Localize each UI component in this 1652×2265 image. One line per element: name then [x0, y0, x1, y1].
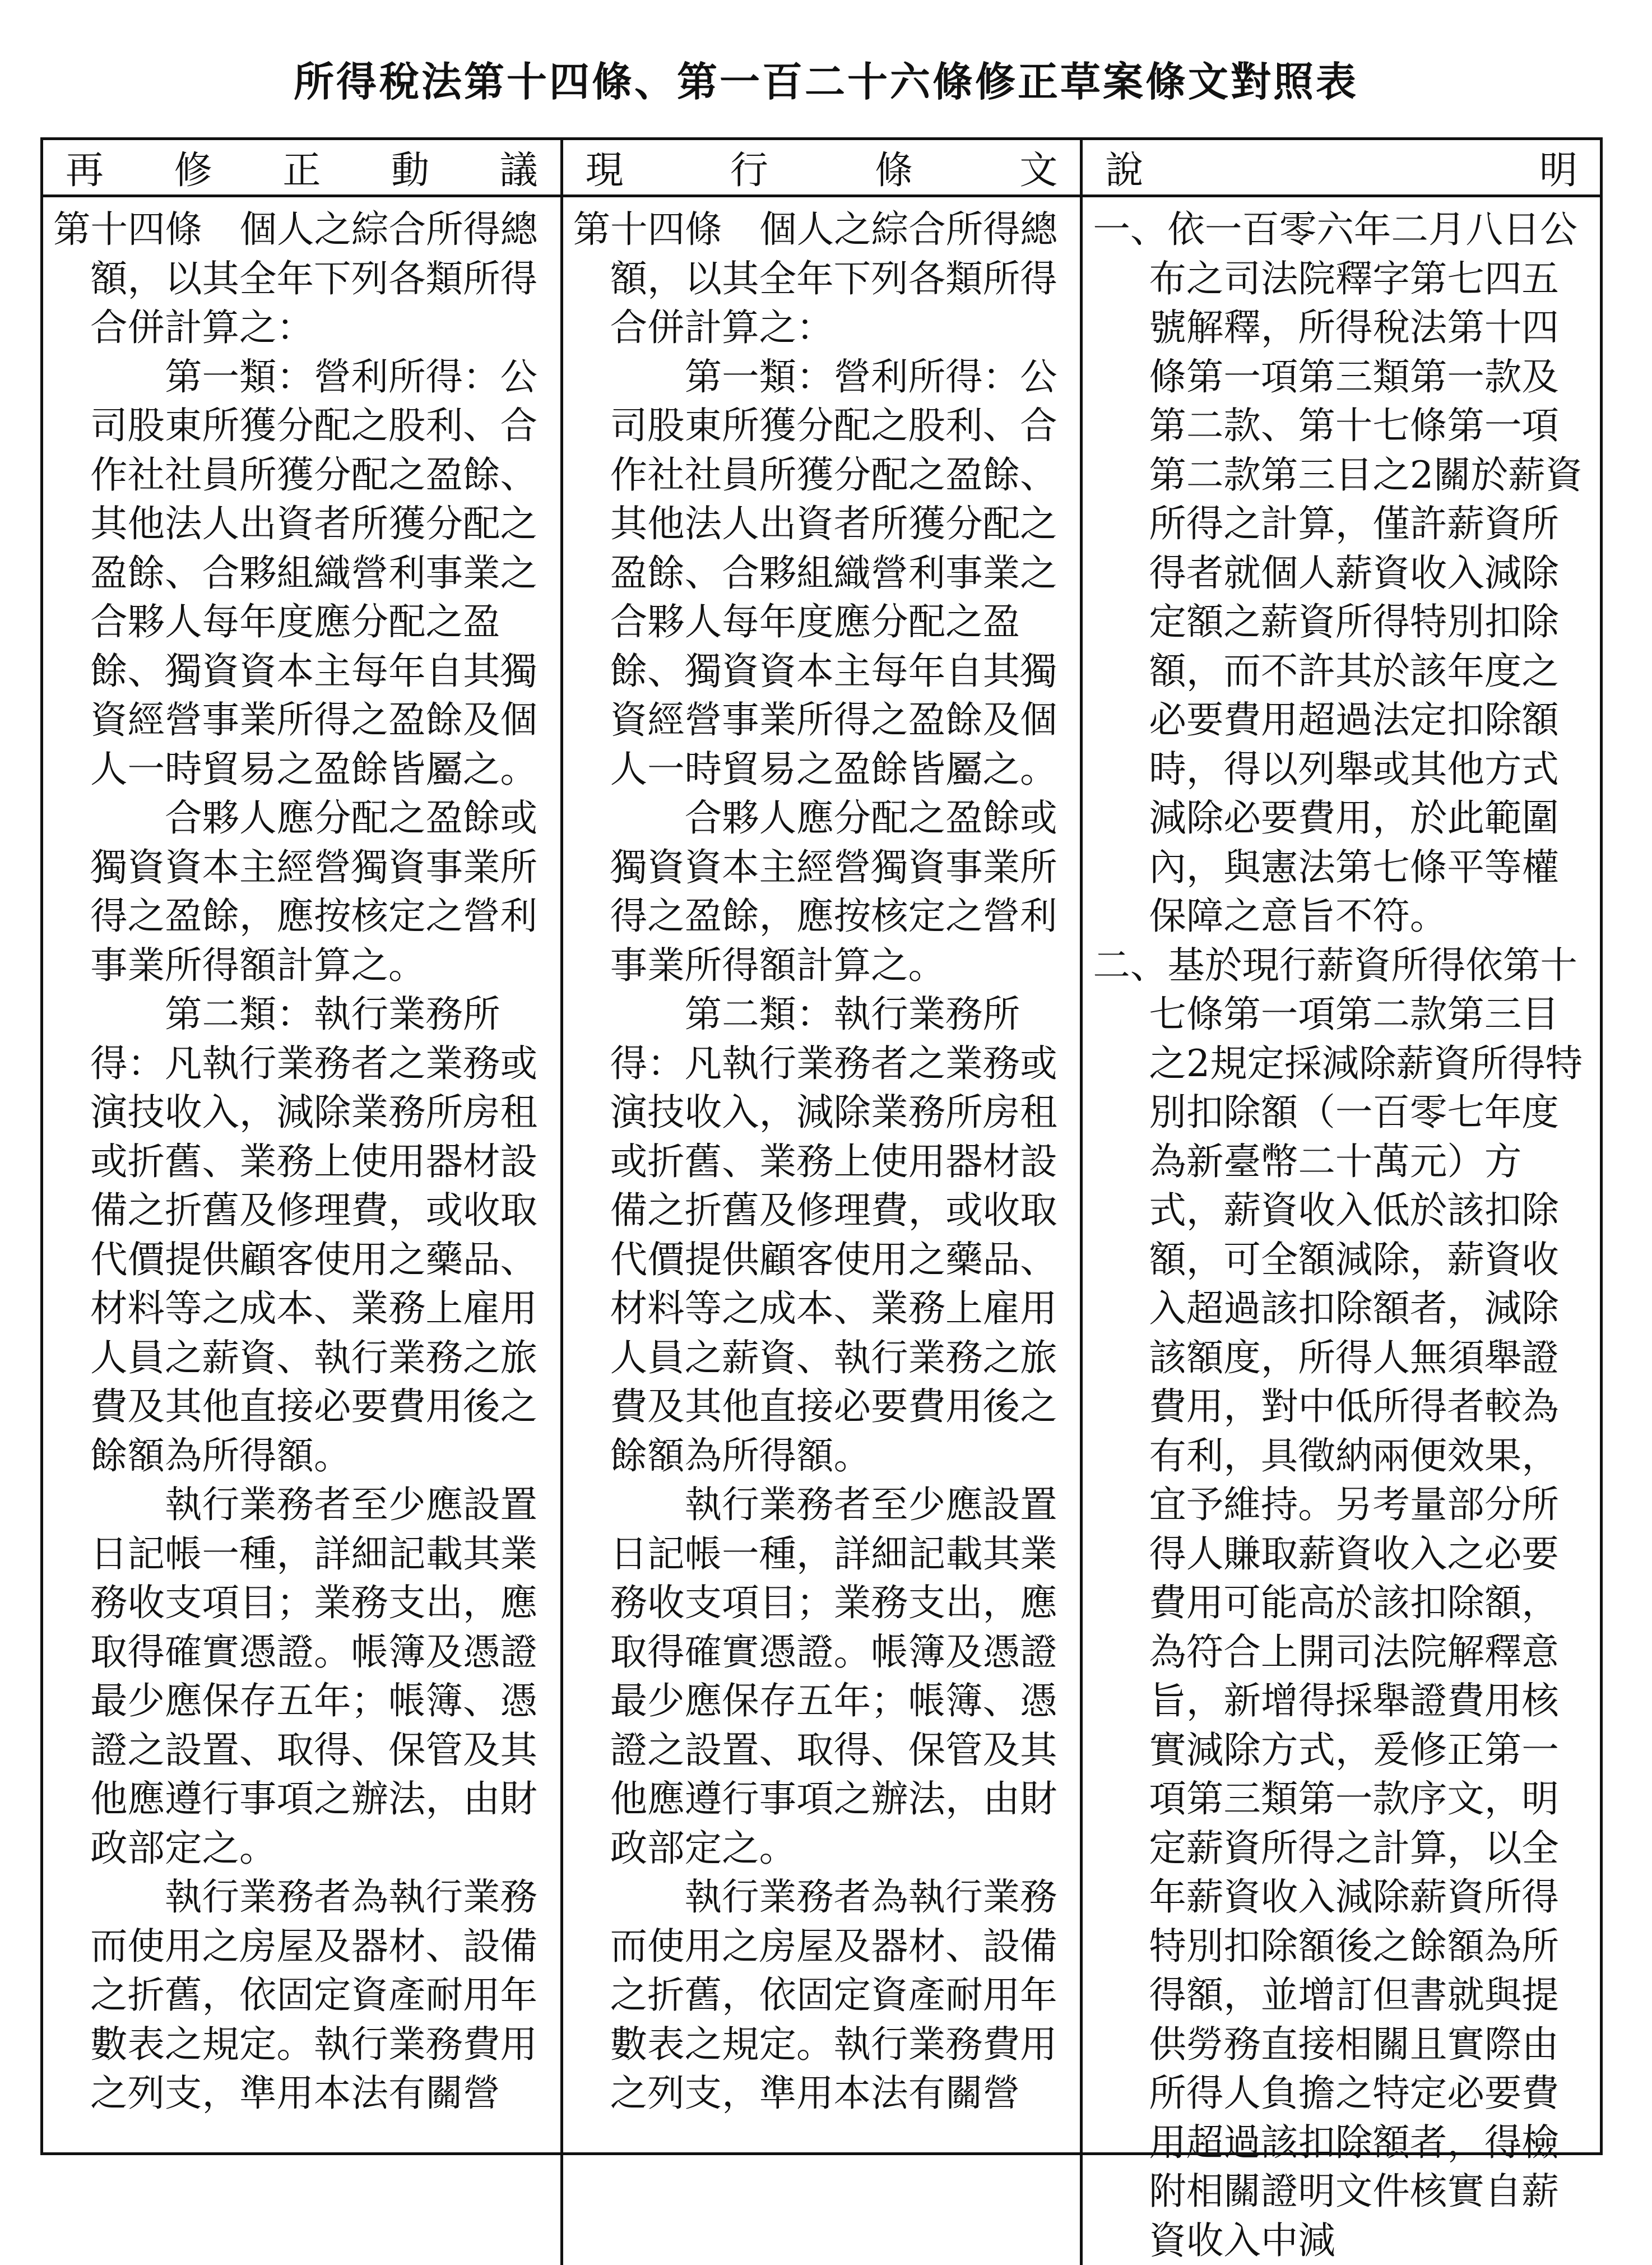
- table-body: [43, 197, 1600, 2265]
- table-header: [43, 140, 1600, 197]
- paragraph: 執行業務者至少應設置日記帳一種，詳細記載其業務收支項目；業務支出，應取得確實憑證。帳簿及憑證最少應保存五年；帳簿、憑證之設置、取得、保管及其他應遵行事項之辦法，由財政部定之。: [573, 1480, 1070, 1873]
- header-amendment-motion: 再 修 正 動 議: [43, 140, 560, 194]
- column-current-provision: [560, 197, 1080, 2265]
- paragraph: 執行業務者為執行業務而使用之房屋及器材、設備之折舊，依固定資產耐用年數表之規定。執行業務費用之列支，準用本法有關營: [53, 1873, 550, 2118]
- paragraph: 第二類：執行業務所得：凡執行業務者之業務或演技收入，減除業務所房租或折舊、業務上使用器材設備之折舊及修理費，或收取代價提供顧客使用之藥品、材料等之成本、業務上雇用人員之薪資、執行業務之旅費及其他直接必要費用後之餘額為所得額。: [53, 990, 550, 1480]
- explanation-item: 二、基於現行薪資所得依第十七條第一項第二款第三目之2規定採減除薪資所得特別扣除額（一百零七年度為新臺幣二十萬元）方式，薪資收入低於該扣除額，可全額減除，薪資收入超過該扣除額者，減除該額度，所得人無須舉證費用，對中低所得者較為有利，具徵納兩便效果，宜予維持。另考量部分所得人賺取薪資收入之必要費用可能高於該扣除額，為符合上開司法院解釋意旨，新增得採舉證費用核實減除方式，爰修正第一項第三類第一款序文，明定薪資所得之計算，以全年薪資收入減除薪資所得特別扣除額後之餘額為所得額，並增訂但書就與提供勞務直接相關且實際由所得人負擔之特定必要費用超過該扣除額者，得檢附相關證明文件核實自薪資收入中減: [1093, 941, 1590, 2265]
- paragraph: 第一類：營利所得：公司股東所獲分配之股利、合作社社員所獲分配之盈餘、其他法人出資者所獲分配之盈餘、合夥組織營利事業之合夥人每年度應分配之盈餘、獨資資本主每年自其獨資經營事業所得之盈餘及個人一時貿易之盈餘皆屬之。: [573, 353, 1070, 794]
- document-title: 所得稅法第十四條、第一百二十六條修正草案條文對照表: [0, 49, 1652, 108]
- paragraph: 執行業務者為執行業務而使用之房屋及器材、設備之折舊，依固定資產耐用年數表之規定。執行業務費用之列支，準用本法有關營: [573, 1873, 1070, 2118]
- column-amendment-motion: [43, 197, 560, 2265]
- comparison-table: [40, 137, 1603, 2155]
- paragraph: 合夥人應分配之盈餘或獨資資本主經營獨資事業所得之盈餘，應按核定之營利事業所得額計算之。: [53, 794, 550, 990]
- paragraph: 合夥人應分配之盈餘或獨資資本主經營獨資事業所得之盈餘，應按核定之營利事業所得額計算之。: [573, 794, 1070, 990]
- paragraph: 執行業務者至少應設置日記帳一種，詳細記載其業務收支項目；業務支出，應取得確實憑證。帳簿及憑證最少應保存五年；帳簿、憑證之設置、取得、保管及其他應遵行事項之辦法，由財政部定之。: [53, 1480, 550, 1873]
- column-explanation: [1080, 197, 1600, 2265]
- header-explanation: 說 明: [1080, 140, 1600, 194]
- header-current-provision: 現 行 條 文: [560, 140, 1080, 194]
- article-heading: 第十四條 個人之綜合所得總額，以其全年下列各類所得合併計算之：: [53, 205, 550, 353]
- article-heading: 第十四條 個人之綜合所得總額，以其全年下列各類所得合併計算之：: [573, 205, 1070, 353]
- paragraph: 第二類：執行業務所得：凡執行業務者之業務或演技收入，減除業務所房租或折舊、業務上使用器材設備之折舊及修理費，或收取代價提供顧客使用之藥品、材料等之成本、業務上雇用人員之薪資、執行業務之旅費及其他直接必要費用後之餘額為所得額。: [573, 990, 1070, 1480]
- paragraph: 第一類：營利所得：公司股東所獲分配之股利、合作社社員所獲分配之盈餘、其他法人出資者所獲分配之盈餘、合夥組織營利事業之合夥人每年度應分配之盈餘、獨資資本主每年自其獨資經營事業所得之盈餘及個人一時貿易之盈餘皆屬之。: [53, 353, 550, 794]
- explanation-item: 一、依一百零六年二月八日公布之司法院釋字第七四五號解釋，所得稅法第十四條第一項第三類第一款及第二款、第十七條第一項第二款第三目之2關於薪資所得之計算，僅許薪資所得者就個人薪資收入減除定額之薪資所得特別扣除額，而不許其於該年度之必要費用超過法定扣除額時，得以列舉或其他方式減除必要費用，於此範圍內，與憲法第七條平等權保障之意旨不符。: [1093, 205, 1590, 941]
